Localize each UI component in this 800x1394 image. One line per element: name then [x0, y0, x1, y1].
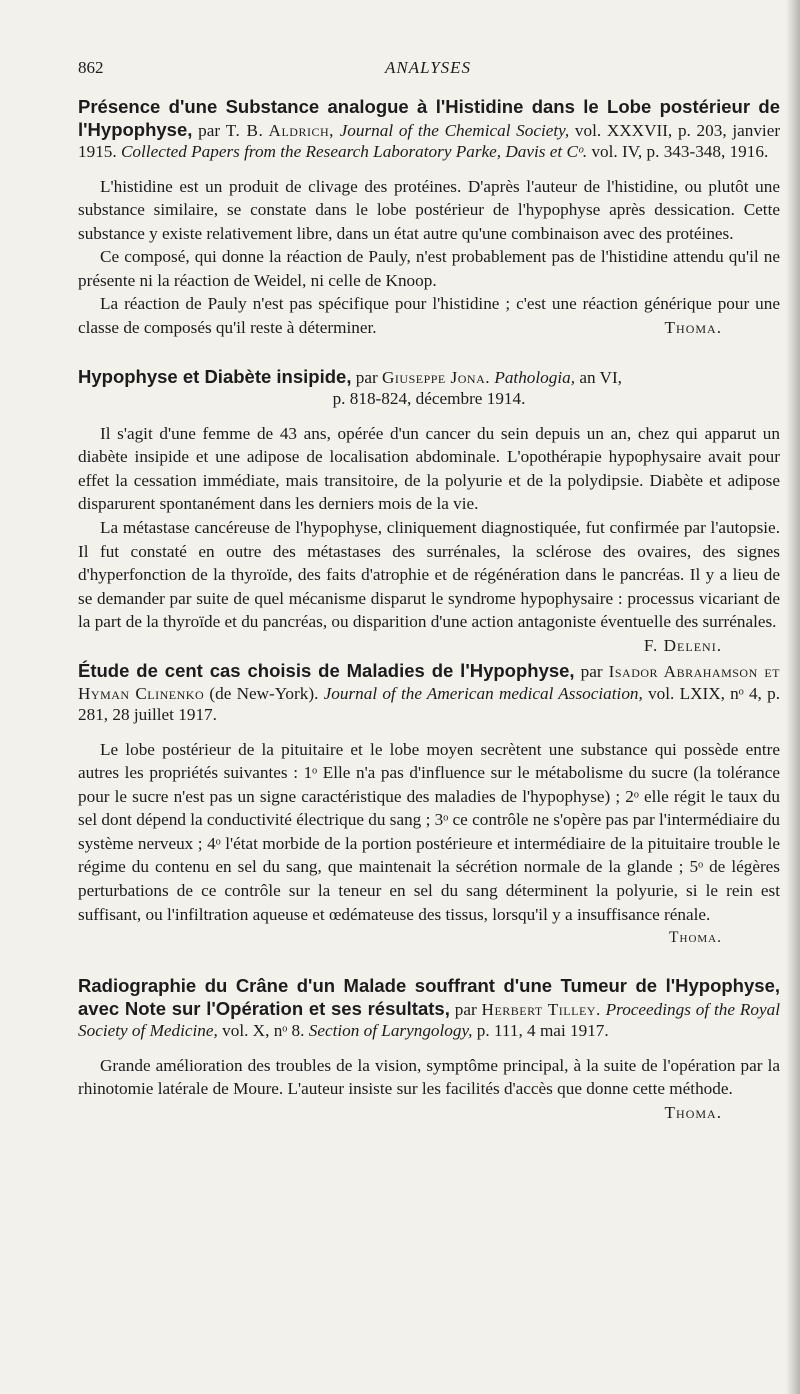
- article-cent-cas: [78, 660, 780, 949]
- signature: Thoma.: [664, 1102, 722, 1122]
- paragraph: [78, 516, 780, 655]
- article-title: Présence d'une Substance analogue à l'Histidine dans le Lobe postérieur de l'Hypophyse,: [78, 96, 780, 140]
- journal-name: Pathologia,: [494, 367, 576, 387]
- article-heading: [78, 975, 780, 1042]
- signature: Thoma.: [664, 318, 722, 338]
- page-edge-shadow: [786, 0, 800, 1394]
- paragraph-text: La métastase cancéreuse de l'hypophyse, cliniquement diagnostiquée, fut confirmée par l'autopsie. Il fut constaté en outre des métastases des surrénales, la sclérose des ovaires, des signes d'hyperfonction de la thyroïde, des faits d'atrophie et de régénération dans le pancréas. Il y a lieu de se demander par suite de quel mécanisme disparut le syndrome hypophysaire : processus vicariant de la part de la thyroïde et du pancréas, ou disparition d'une action antagoniste éventuelle des surrénales.: [78, 518, 780, 632]
- article-author: T. B. Aldrich,: [225, 120, 334, 140]
- article-radiographie: [78, 975, 780, 1122]
- journal-pages: p. 818-824, décembre 1914.: [332, 389, 526, 409]
- journal-name: Proceedings of the Royal Society of Medicine,: [78, 999, 780, 1041]
- journal-reference: vol. LXIX, nᵒ 4, p. 281, 28 juillet 1917.: [78, 683, 780, 724]
- by-word: par: [355, 367, 378, 387]
- by-word: par: [454, 999, 477, 1019]
- journal-pages: p. 111, 4 mai 1917.: [476, 1021, 609, 1041]
- article-heading: [78, 96, 780, 163]
- article-heading: [78, 660, 780, 726]
- signature: F. Deleni.: [643, 636, 722, 655]
- article-title: Hypophyse et Diabète insipide,: [78, 365, 352, 387]
- article-histidine: [78, 96, 780, 340]
- journal-reference: vol. X, nᵒ 8.: [222, 1021, 305, 1041]
- article-author: Isador Abrahamson et Hyman Clinenko: [78, 662, 780, 703]
- page-number: 862: [78, 58, 104, 77]
- paragraph: Il s'agit d'une femme de 43 ans, opérée d'un cancer du sein depuis un an, chez qui apparut un diabète insipide et une adipose de localisation abdominale. L'opothérapie hypophysaire avait pour effet la cessation immédiate, mais transitoire, de la polyurie et de la polydipsie. Diabète et adipose disparurent spontanément dans les derniers mois de la vie.: [78, 423, 780, 514]
- article-heading: [78, 366, 780, 410]
- running-title: ANALYSES: [384, 58, 472, 77]
- page-header: [78, 58, 778, 84]
- paragraph: Ce composé, qui donne la réaction de Pauly, n'est probablement pas de l'histidine attendu qu'il ne présente ni la réaction de Weidel, ni celle de Knoop.: [78, 247, 780, 290]
- by-word: par: [198, 120, 221, 140]
- journal-reference: vol. XXXVII, p. 203, janvier 1915.: [78, 120, 781, 161]
- journal-section: Section of Laryngology,: [308, 1021, 473, 1041]
- journal-reference: an VI,: [579, 367, 622, 387]
- article-title: Étude de cent cas choisis de Maladies de l'Hypophyse,: [78, 660, 575, 681]
- author-place: (de New-York).: [209, 683, 319, 703]
- paragraph-text: La réaction de Pauly n'est pas spécifique pour l'histidine ; c'est une réaction générique pour une classe de composés qu'il reste à déterminer.: [78, 294, 780, 338]
- signature: Thoma.: [669, 929, 722, 947]
- paragraph: L'histidine est un produit de clivage des protéines. D'après l'auteur de l'histidine, ou plutôt une substance similaire, se constate dans le lobe postérieur de l'hypophyse après dessication. Cette substance y existe relativement libre, dans un état autre qu'une combinaison avec des protéines.: [78, 176, 780, 243]
- journal-name: Journal of the Chemical Society,: [339, 120, 570, 140]
- collected-papers: Collected Papers from the Research Laboratory Parke, Davis et Cᵒ.: [120, 142, 588, 161]
- collected-reference: vol. IV, p. 343-348, 1916.: [591, 142, 769, 161]
- page-content: [78, 96, 780, 1127]
- article-author: Herbert Tilley.: [481, 999, 601, 1019]
- paragraph: Le lobe postérieur de la pituitaire et le lobe moyen secrètent une substance qui possède entre autres les propriétés suivantes : 1ᵒ Elle n'a pas d'influence sur le métabolisme du sucre (la tolérance pour le sucre n'est pas un signe caractéristique des maladies de l'hypophyse) ; 2ᵒ elle régit le taux du sel dont dépend la conductivité électrique du sang ; 3ᵒ ce contrôle ne s'opère pas par l'intermédiaire du système nerveux ; 4ᵒ l'état morbide de la portion postérieure et intermédiaire de la pituitaire trouble le régime du contenu en sel du sang, que maintenait la sécrétion normale de la glande ; 5ᵒ de légères perturbations de ce contrôle sur la teneur en sel du sang déterminent la polyurie, si le rein est suffisant, ou l'infiltration aqueuse et œdémateuse des tissus, lorsqu'il y a insuffisance rénale.: [78, 739, 780, 924]
- article-diabete: [78, 365, 780, 655]
- paragraph: [78, 292, 780, 339]
- article-author: Giuseppe Jona.: [382, 367, 491, 387]
- by-word: par: [580, 662, 603, 681]
- article-title: Radiographie du Crâne d'un Malade souffrant d'une Tumeur de l'Hypophyse, avec Note sur l'Opération et ses résultats,: [78, 975, 780, 1019]
- journal-name: Journal of the American medical Association,: [323, 683, 643, 703]
- paragraph-text: Grande amélioration des troubles de la vision, symptôme principal, à la suite de l'opération par la rhinotomie latérale de Moure. L'auteur insiste sur les facilités d'accès que donne cette méthode.: [78, 1055, 780, 1099]
- paragraph: [78, 1054, 780, 1122]
